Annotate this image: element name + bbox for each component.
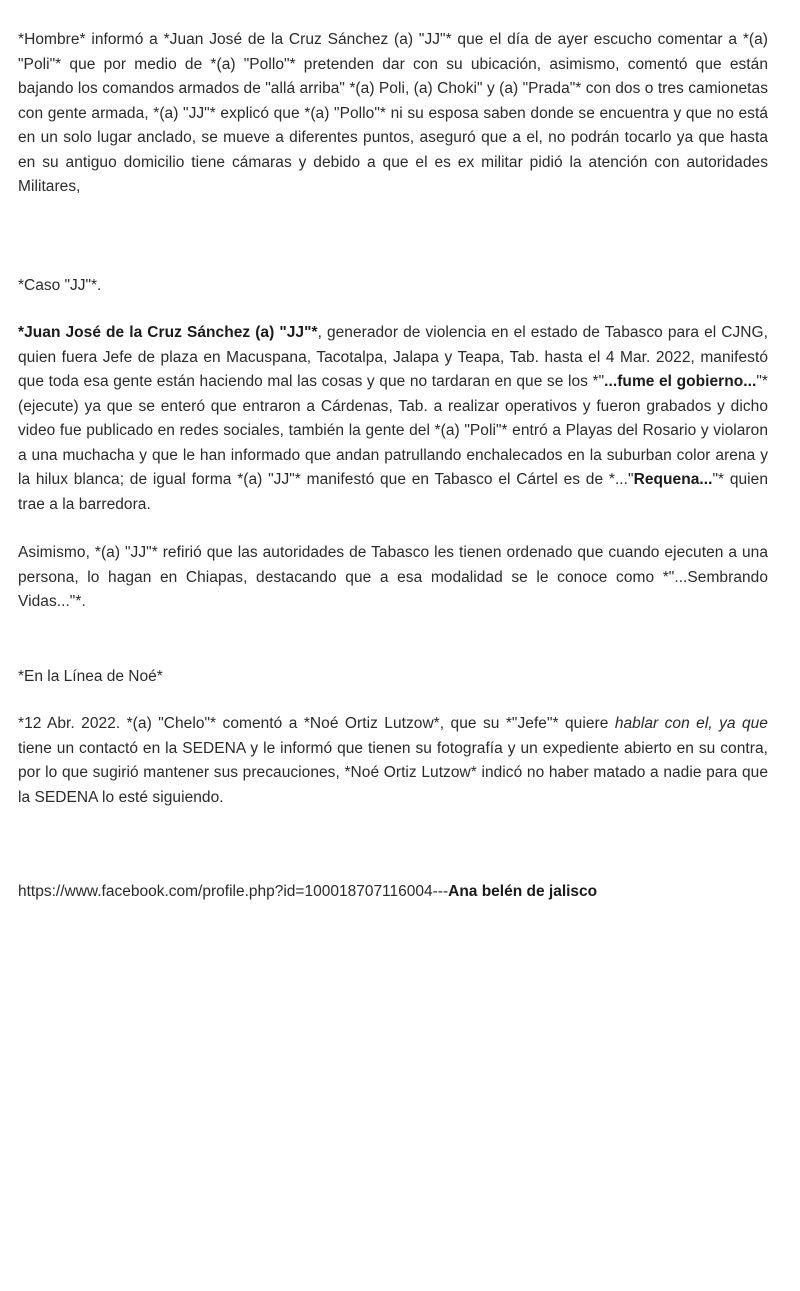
section-heading-caso-jj: *Caso "JJ"*. [18, 276, 102, 294]
spacer [18, 615, 768, 665]
author-name: Ana belén de jalisco [448, 883, 598, 900]
bold-quote-fume: ...fume el gobierno... [604, 373, 757, 390]
source-line [18, 880, 768, 905]
spacer [18, 200, 768, 274]
text-segment: , generador de violencia en el estado de Tabasco para el CJNG, quien fuera Jefe de plaza en Macuspana, Tacotalpa, Jalapa y Teapa, Tab. hasta el 4 Mar. 2022, manifestó que toda esa gente están haciendo mal las cosas y que no tardaran en que se los *" [18, 324, 769, 390]
bold-name-juan-jose: *Juan José de la Cruz Sánchez (a) "JJ"* [18, 324, 318, 341]
document-content [18, 28, 768, 905]
bold-quote-requena: Requena... [633, 471, 713, 488]
paragraph-juan-jose [18, 321, 768, 517]
text-segment: tiene un contactó en la SEDENA y le informó que tienen su fotografía y un expediente abierto en su contra, por lo que sugirió mantener sus precauciones, *Noé Ortiz Lutzow* indicó no haber matado a nadie para que la SEDENA lo esté siguiendo. [18, 739, 768, 806]
spacer [18, 689, 768, 712]
section-heading-linea-noe: *En la Línea de Noé* [18, 667, 163, 685]
text-segment: "* quien trae a la barredora. [18, 471, 769, 513]
text-segment: "* (ejecute) ya que se enteró que entraron a Cárdenas, Tab. a realizar operativos y fueron grabados y dicho video fue publicado en redes sociales, también la gente del *(a) "Poli"* entró a Playas del Rosario y violaron a una muchacha y que le han informado que andan patrullando enchalecados en la suburban color arena y la hilux blanca; de igual forma *(a) "JJ"* manifestó que en Tabasco el Cártel es de *..." [18, 373, 769, 488]
spacer [18, 517, 768, 541]
italic-segment: hablar con el, ya que [614, 715, 768, 732]
spacer [18, 810, 768, 880]
paragraph-hombre-report: *Hombre* informó a *Juan José de la Cruz Sánchez (a) "JJ"* que el día de ayer escucho comentar a *(a) "Poli"* que por medio de *(a) "Pollo"* pretenden dar con su ubicación, asimismo, comentó que están bajando los comandos armados de "allá arriba" *(a) Poli, (a) Choki" y (a) "Prada"* con dos o tres camionetas con gente armada, *(a) "JJ"* explicó que *(a) "Pollo"* ni su esposa saben donde se encuentra y que no está en un solo lugar anclado, se mueve a diferentes puntos, aseguró que a el, no podrán tocarlo ya que hasta en su antiguo domicilio tiene cámaras y debido a que el es ex militar pidió la atención con autoridades Militares, [18, 31, 768, 195]
paragraph-asimismo: Asimismo, *(a) "JJ"* refirió que las autoridades de Tabasco les tienen ordenado que cuando ejecuten a una persona, lo hagan en Chiapas, destacando que a esa modalidad se le conoce como *"...Sembrando Vidas..."*. [18, 544, 768, 610]
text-segment: *12 Abr. 2022. *(a) "Chelo"* comentó a *Noé Ortiz Lutzow*, que su *"Jefe"* quiere [18, 715, 615, 732]
paragraph-chelo-noe [18, 712, 768, 810]
spacer [18, 298, 768, 321]
facebook-profile-link[interactable]: https://www.facebook.com/profile.php?id=100018707116004--- [18, 883, 449, 900]
